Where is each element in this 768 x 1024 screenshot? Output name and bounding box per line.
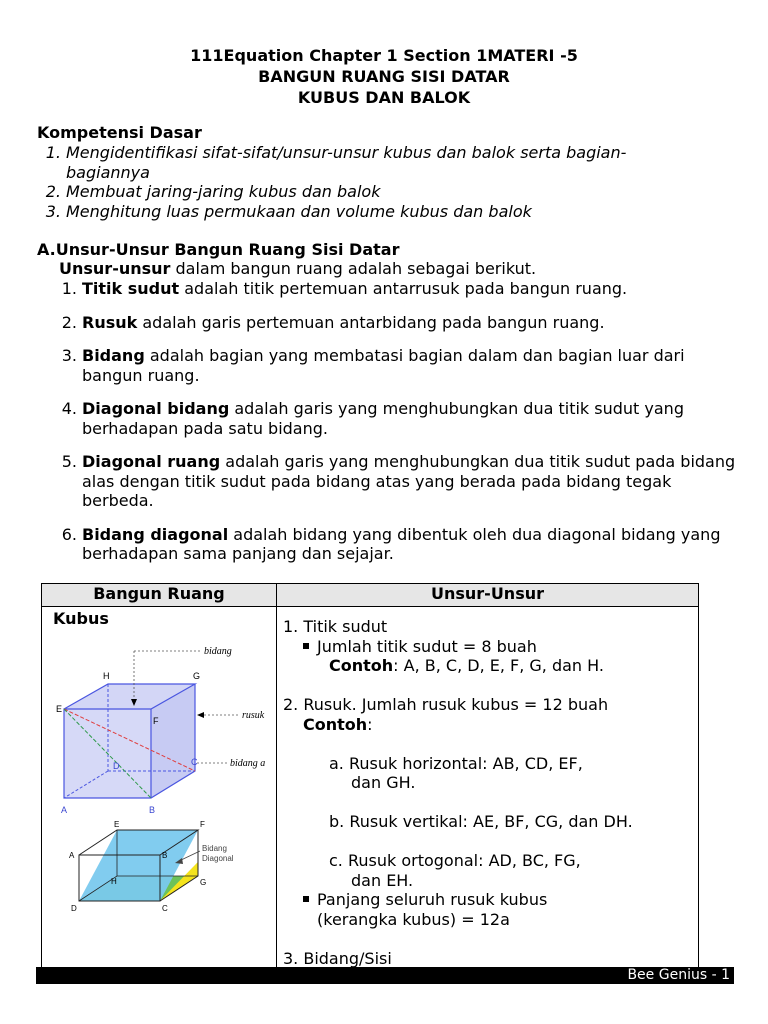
contoh-text: : A, B, C, D, E, F, G, dan H. [393,656,604,675]
item-text: Mengidentifikasi sifat-sifat/unsur-unsur kubus dan balok serta bagian-bagiannya [66,143,627,182]
bullet-text: Jumlah titik sudut = 8 buah [317,636,537,656]
item-number: 2. [45,182,61,201]
ann-bidang-a: bidang a [230,758,266,769]
diagonal-plane [79,830,198,901]
item-text [82,399,737,438]
item-desc: adalah garis yang menghubungkan dua titik sudut yang berhadapan pada satu bidang. [82,399,684,438]
spacer [283,929,698,949]
item-desc: adalah bidang yang dibentuk oleh dua diagonal bidang yang berhadapan sama panjang dan sejajar. [82,524,721,563]
label-f: F [153,716,159,726]
intro-bold: Unsur-unsur [59,259,171,278]
unsur-line-11 [283,890,698,910]
label-d2: D [71,904,77,913]
unsur-line-12: (kerangka kubus) = 12a [317,909,510,929]
unsur-content [277,607,698,968]
unsur-line-4: 2. Rusuk. Jumlah rusuk kubus = 12 buah [283,695,609,714]
ann-diagonal-2: Diagonal [202,854,234,863]
unsur-line-3 [283,656,698,676]
ann-bidang: bidang [204,646,232,657]
label-c: C [191,757,198,767]
table-header-row [42,584,699,607]
item-number: 1. [61,279,77,298]
label-h2: H [111,877,117,886]
label-h: H [103,671,110,681]
cube-figure-1 [56,646,265,815]
item-term: Bidang diagonal [82,524,229,544]
item-text [82,346,737,385]
spacer [283,734,698,754]
ann-bidang-2: Bidang [202,844,227,853]
list-item [37,182,737,202]
unsur-line-2 [283,637,698,657]
spacer [283,676,698,696]
item-text [82,279,737,299]
label-a2: A [69,851,75,860]
footer-bar [36,967,734,984]
label-c2: C [162,904,168,913]
label-d: D [113,761,120,771]
list-item [37,346,737,385]
cube-figure-2 [69,820,234,913]
unsur-line-13: 3. Bidang/Sisi [283,948,392,968]
bullet-icon [303,643,309,649]
unsur-list [37,279,737,578]
item-text: Membuat jaring-jaring kubus dan balok [66,182,381,201]
section-a-intro [59,259,536,279]
item-number: 3. [61,346,77,365]
shape-cell [42,607,277,970]
footer-text: Bee Genius - 1 [627,967,730,983]
ann-rusuk: rusuk [242,710,265,721]
item-term: Diagonal bidang [82,399,230,418]
cube-figures [42,629,274,969]
item-desc: adalah garis pertemuan antarbidang pada bangun ruang. [137,312,605,332]
item-term: Titik sudut [82,279,180,298]
contoh-colon: : [367,714,373,734]
unsur-line-6: a. Rusuk horizontal: AB, CD, EF, [329,753,583,773]
header-line-3: KUBUS DAN BALOK [297,88,471,107]
item-desc: adalah garis yang menghubungkan dua titik sudut pada bidang alas dengan titik sudut pada bidang atas yang berada pada bidang tegak berbeda. [82,452,736,510]
bullet-text: Panjang seluruh rusuk kubus [317,890,548,909]
list-item [37,399,737,438]
item-number: 4. [61,399,77,418]
unsur-line-1: 1. Titik sudut [283,617,388,636]
item-number: 5. [61,452,77,471]
item-number: 1. [45,143,61,162]
item-desc: adalah titik pertemuan antarrusuk pada bangun ruang. [179,279,628,298]
arrow-head-icon [197,712,204,718]
item-term: Bidang [82,346,145,365]
label-f2: F [200,820,205,829]
contoh-label: Contoh [303,714,368,734]
item-text [82,525,737,564]
contoh-label: Contoh [329,656,394,675]
unsur-line-9: c. Rusuk ortogonal: AD, BC, FG, [329,851,581,870]
item-number: 3. [45,201,61,221]
kompetensi-heading: Kompetensi Dasar [37,123,202,142]
header-line-2: BANGUN RUANG SISI DATAR [258,67,510,86]
item-term: Rusuk [82,312,138,332]
list-item [37,143,737,182]
unsur-table [41,583,699,970]
item-term: Diagonal ruang [82,452,221,471]
kompetensi-list [37,143,737,221]
item-desc: adalah bagian yang membatasi bagian dalam dan bagian luar dari bangun ruang. [82,346,685,385]
list-item [37,202,737,222]
item-number: 2. [61,312,77,332]
list-item [37,525,737,564]
section-a-heading: A.Unsur-Unsur Bangun Ruang Sisi Datar [37,240,400,259]
table-row [42,607,699,970]
unsur-line-10: dan EH. [351,870,414,890]
label-g2: G [200,878,207,887]
spacer [283,793,698,813]
shape-label: Kubus [53,609,109,628]
label-g: G [193,671,201,681]
item-text [82,313,737,333]
item-text: Menghitung luas permukaan dan volume kubus dan balok [66,201,532,221]
label-e: E [56,704,63,714]
unsur-line-5 [283,715,698,735]
unsur-line-7: dan GH. [351,773,416,792]
list-item [37,279,737,299]
bullet-icon [303,896,309,902]
unsur-cell [277,607,699,970]
intro-rest: dalam bangun ruang adalah sebagai berikut. [170,259,537,278]
list-item [37,313,737,333]
col-header-bangun: Bangun Ruang [42,584,277,607]
label-b: B [149,805,156,815]
header-line-1: 111Equation Chapter 1 Section 1MATERI -5 [190,46,578,65]
unsur-line-8: b. Rusuk vertikal: AE, BF, CG, dan DH. [329,812,633,831]
label-b2: B [162,851,168,860]
label-a: A [61,805,68,815]
label-e2: E [114,820,120,829]
spacer [283,832,698,852]
item-text [82,452,737,511]
item-number: 6. [61,524,77,544]
col-header-unsur: Unsur-Unsur [277,584,699,607]
list-item [37,452,737,511]
